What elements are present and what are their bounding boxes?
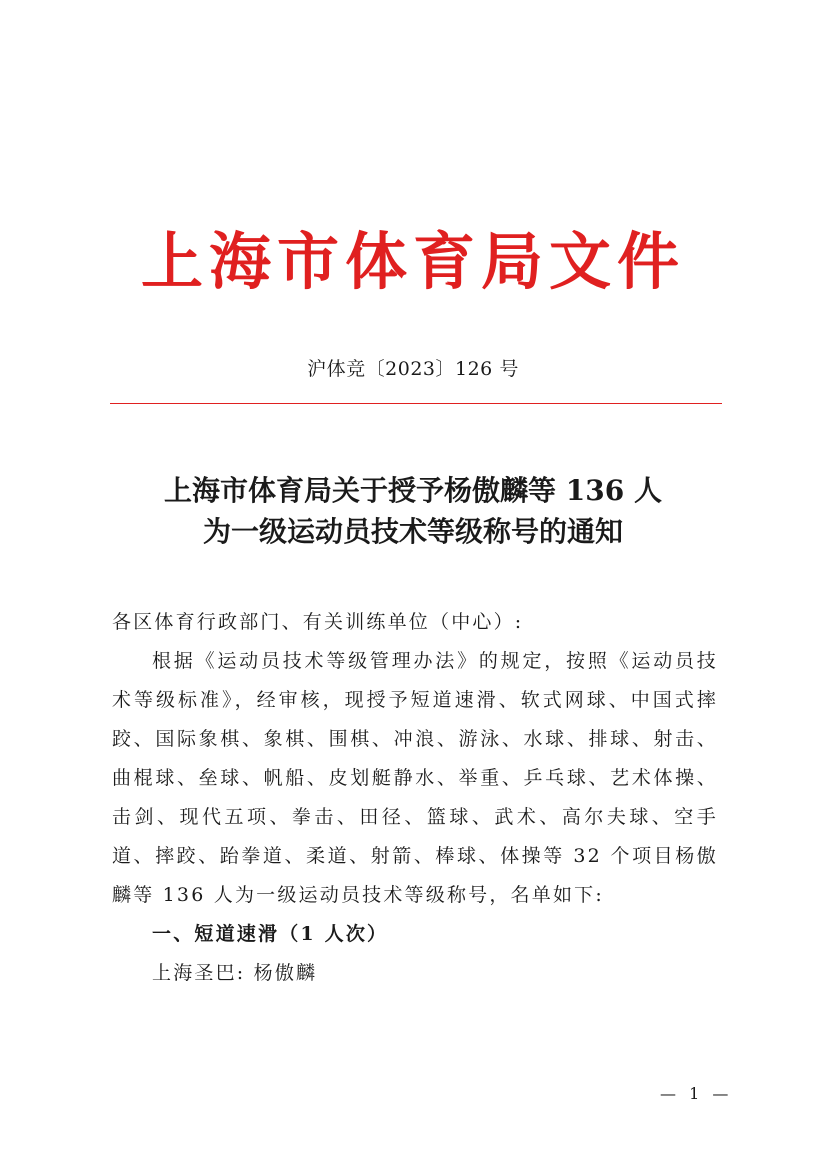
list-item: 上海圣巴: 杨傲麟 [152,962,318,984]
notice-title-line-2: 为一级运动员技术等级称号的通知 [202,515,623,548]
notice-title [0,470,826,552]
document-header-title: 上海市体育局文件 [140,225,685,298]
body-paragraph: 根据《运动员技术等级管理办法》的规定，按照《运动员技术等级标准》，经审核，现授予短道速滑、软式网球、中国式摔跤、国际象棋、象棋、围棋、冲浪、游泳、水球、排球、射击、曲棍球、垒球、帆船、皮划艇静水、举重、乒乓球、艺术体操、击剑、现代五项、拳击、田径、篮球、武术、高尔夫球、空手道、摔跤、跆拳道、柔道、射箭、棒球、体操等 32 个项目杨傲麟等 136 人为一级运动员技术等级称号，名单如下: [112,650,718,906]
section-heading-short-track: 一、短道速滑（1 人次） [152,923,389,945]
notice-title-line-1: 上海市体育局关于授予杨傲麟等 136 人 [164,474,662,507]
red-divider-rule [110,403,722,405]
document-number: 沪体竞〔2023〕126 号 [307,358,519,380]
salutation: 各区体育行政部门、有关训练单位（中心）: [112,611,524,633]
page-number: — 1 — [660,1084,733,1103]
notice-body [112,603,718,993]
